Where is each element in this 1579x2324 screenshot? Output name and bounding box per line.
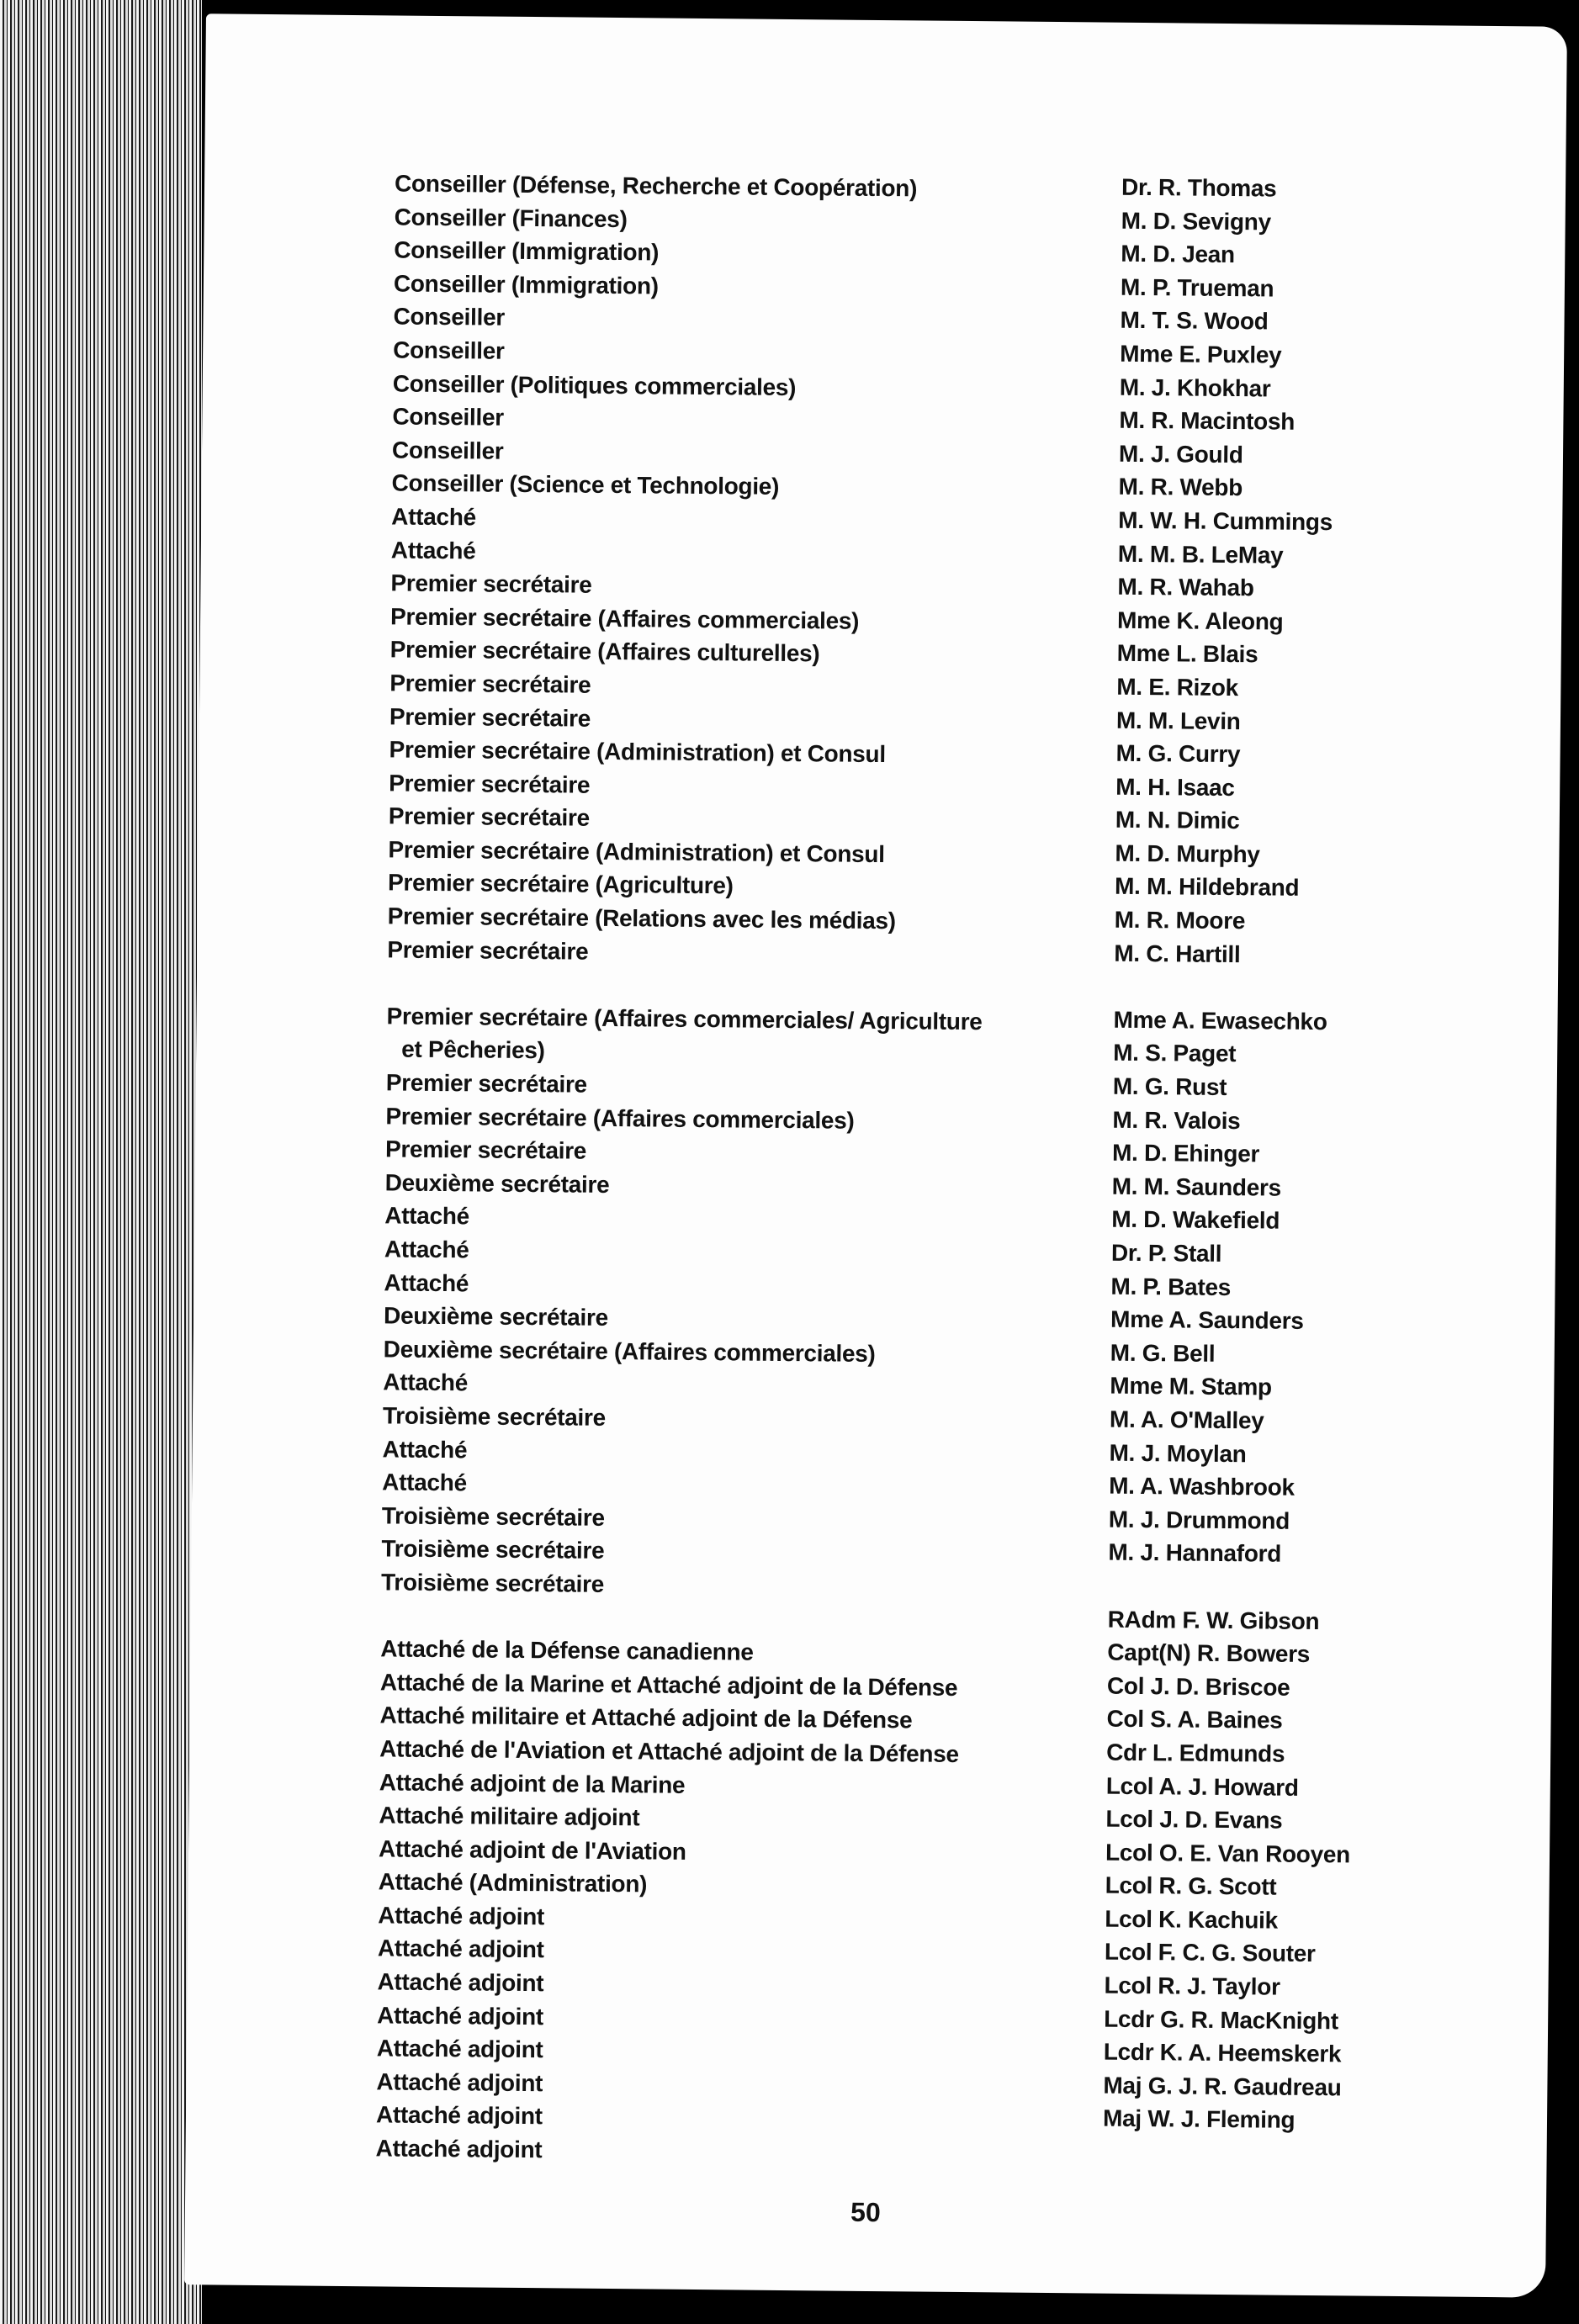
officer-name: M. G. Bell	[1110, 1339, 1216, 1367]
officer-name: M. R. Webb	[1118, 474, 1243, 501]
position-title: Attaché	[384, 1236, 469, 1263]
position-title: Premier secrétaire (Agriculture)	[387, 869, 734, 899]
officer-name: Maj W. J. Fleming	[1102, 2105, 1296, 2134]
officer-name: Mme L. Blais	[1116, 640, 1258, 668]
position-title: Attaché adjoint	[375, 2135, 543, 2163]
position-title: Attaché adjoint	[376, 2068, 543, 2097]
officer-name: Cdr L. Edmunds	[1106, 1739, 1285, 1767]
officer-name: M. H. Isaac	[1115, 773, 1235, 801]
position-title: Attaché	[382, 1469, 467, 1496]
officer-name: M. C. Hartill	[1114, 940, 1241, 967]
officer-name: Col S. A. Baines	[1106, 1705, 1283, 1734]
position-title: Attaché	[391, 503, 477, 531]
officer-name: Dr. R. Thomas	[1121, 173, 1277, 202]
position-title: Premier secrétaire (Relations avec les médias)	[387, 903, 896, 934]
section-spacer	[1108, 1570, 1512, 1607]
officer-name: Lcol K. Kachuik	[1105, 1905, 1278, 1934]
position-title: Attaché adjoint	[377, 1968, 544, 1997]
officer-name: M. E. Rizok	[1116, 673, 1239, 701]
position-title: Conseiller	[392, 403, 504, 431]
officer-name: M. W. H. Cummings	[1118, 506, 1333, 536]
officer-name: RAdm F. W. Gibson	[1107, 1606, 1320, 1634]
position-title: Premier secrétaire (Affaires culturelles)	[389, 636, 820, 667]
officer-name: M. J. Hannaford	[1108, 1539, 1282, 1567]
position-title: Attaché adjoint de l'Aviation	[378, 1835, 686, 1865]
officer-name: Lcdr G. R. MacKnight	[1104, 2005, 1338, 2034]
position-title: Attaché	[384, 1268, 469, 1296]
position-title: Attaché militaire adjoint	[379, 1802, 640, 1831]
position-title: Premier secrétaire	[387, 936, 589, 965]
position-title: Troisième secrétaire	[381, 1535, 605, 1564]
officer-name: M. M. Hildebrand	[1114, 873, 1300, 902]
position-title: Premier secrétaire	[384, 1136, 587, 1164]
position-title: Conseiller (Immigration)	[393, 270, 659, 299]
position-title: Premier secrétaire (Administration) et Consul	[389, 736, 886, 768]
officer-name: M. G. Rust	[1112, 1072, 1227, 1101]
officer-name: M. P. Bates	[1110, 1273, 1232, 1300]
position-title: Premier secrétaire	[389, 670, 591, 698]
officer-name: Lcol R. J. Taylor	[1104, 1972, 1280, 2000]
position-title: Attaché adjoint	[375, 2101, 543, 2130]
officer-name: M. T. S. Wood	[1120, 307, 1269, 335]
officer-name: Mme M. Stamp	[1110, 1373, 1272, 1400]
position-title: Attaché (Administration)	[378, 1868, 648, 1898]
officer-name: Maj G. J. R. Gaudreau	[1103, 2072, 1342, 2101]
position-title: Attaché adjoint	[377, 2002, 544, 2030]
officer-name: M. M. Levin	[1115, 707, 1241, 734]
officer-name: M. R. Wahab	[1117, 573, 1254, 601]
position-title: Premier secrétaire	[390, 569, 592, 598]
officer-name: M. J. Gould	[1118, 440, 1243, 468]
officer-name: M. J. Khokhar	[1119, 373, 1271, 402]
officer-name: Lcdr K. A. Heemskerk	[1103, 2038, 1342, 2067]
position-title: Deuxième secrétaire	[384, 1169, 610, 1198]
position-title: Troisième secrétaire	[380, 1569, 605, 1597]
position-title: Conseiller (Finances)	[394, 204, 628, 232]
position-title: Attaché adjoint	[376, 2035, 543, 2063]
officer-name: Mme K. Aleong	[1116, 606, 1284, 635]
position-title: Attaché	[383, 1368, 469, 1396]
document-page	[184, 13, 1567, 2297]
position-title: Conseiller	[393, 303, 506, 331]
position-title: Premier secrétaire (Affaires commerciales)	[389, 603, 860, 634]
officer-name: M. N. Dimic	[1115, 806, 1240, 834]
officer-name: M. M. Saunders	[1111, 1173, 1281, 1201]
officer-name: M. D. Wakefield	[1111, 1206, 1280, 1235]
titles-column	[375, 167, 1118, 2172]
position-title: Premier secrétaire	[385, 1069, 587, 1098]
officer-name: M. J. Drummond	[1108, 1506, 1290, 1534]
position-title: Troisième secrétaire	[381, 1502, 605, 1531]
position-title: Conseiller (Immigration)	[394, 236, 660, 266]
officer-name: Mme A. Ewasechko	[1113, 1006, 1327, 1035]
position-title: Premier secrétaire (Affaires commerciales)	[385, 1103, 855, 1134]
officer-name: Lcol A. J. Howard	[1105, 1772, 1299, 1801]
officer-name: Lcol J. D. Evans	[1105, 1805, 1283, 1834]
officer-name: M. S. Paget	[1113, 1040, 1237, 1067]
officer-name: M. J. Moylan	[1109, 1439, 1247, 1467]
position-title: Attaché	[384, 1202, 470, 1230]
officer-name: M. D. Ehinger	[1111, 1139, 1260, 1167]
officer-name: M. D. Murphy	[1115, 839, 1260, 868]
position-title: Deuxième secrétaire (Affaires commerciales)	[383, 1336, 876, 1367]
position-title: Conseiller	[393, 336, 505, 364]
position-title: Premier secrétaire (Affaires commerciales/ Agriculture	[386, 1003, 983, 1035]
position-title: Attaché de l'Aviation et Attaché adjoint de la Défense	[379, 1735, 959, 1767]
officer-name: M. M. B. LeMay	[1117, 540, 1284, 569]
names-column	[1103, 171, 1525, 2140]
officer-name: Lcol O. E. Van Rooyen	[1105, 1839, 1351, 1868]
position-title: Premier secrétaire	[389, 702, 591, 732]
position-title: Conseiller (Défense, Recherche et Coopération)	[394, 170, 918, 202]
officer-name: Lcol R. G. Scott	[1105, 1871, 1277, 1900]
officer-name: M. R. Valois	[1112, 1106, 1241, 1134]
position-title: Troisième secrétaire	[382, 1402, 606, 1431]
position-title: Attaché de la Marine et Attaché adjoint de la Défense	[379, 1669, 958, 1701]
officer-name: Mme A. Saunders	[1110, 1305, 1304, 1335]
book-spine-edge	[0, 0, 202, 2324]
section-spacer	[1114, 970, 1518, 1007]
page-number: 50	[850, 2196, 881, 2228]
position-title: Conseiller	[391, 437, 504, 464]
position-title: Attaché	[390, 536, 476, 564]
officer-name: M. D. Sevigny	[1121, 207, 1271, 236]
officer-name: M. D. Jean	[1121, 240, 1235, 268]
position-title: Attaché adjoint	[377, 1935, 544, 1963]
position-title: Deuxième secrétaire	[383, 1302, 608, 1331]
position-title: Premier secrétaire (Administration) et Consul	[388, 836, 885, 867]
position-title: Attaché adjoint	[378, 1902, 545, 1930]
officer-name: M. R. Moore	[1114, 906, 1246, 934]
officer-name: M. A. O'Malley	[1109, 1406, 1264, 1434]
officer-name: Lcol F. C. G. Souter	[1104, 1939, 1316, 1967]
position-title: Attaché adjoint de la Marine	[379, 1768, 686, 1798]
position-title: Attaché	[382, 1435, 468, 1463]
officer-name: Capt(N) R. Bowers	[1107, 1638, 1311, 1668]
position-title: Conseiller (Politiques commerciales)	[392, 370, 797, 400]
officer-name: Col J. D. Briscoe	[1106, 1672, 1290, 1701]
position-title: Attaché militaire et Attaché adjoint de la Défense	[379, 1702, 913, 1734]
position-title-continuation: et Pêcheries)	[401, 1036, 545, 1064]
position-title: Conseiller (Science et Technologie)	[391, 469, 780, 500]
officer-name: M. P. Trueman	[1120, 273, 1274, 302]
officer-name: M. R. Macintosh	[1119, 406, 1296, 435]
officer-name: Mme E. Puxley	[1120, 340, 1282, 368]
officer-name: Dr. P. Stall	[1110, 1239, 1222, 1267]
officer-name: M. G. Curry	[1115, 739, 1241, 768]
position-title: Premier secrétaire	[388, 802, 590, 831]
position-title: Premier secrétaire	[389, 770, 591, 798]
position-title: Attaché de la Défense canadienne	[380, 1635, 754, 1665]
officer-name: M. A. Washbrook	[1109, 1472, 1295, 1501]
